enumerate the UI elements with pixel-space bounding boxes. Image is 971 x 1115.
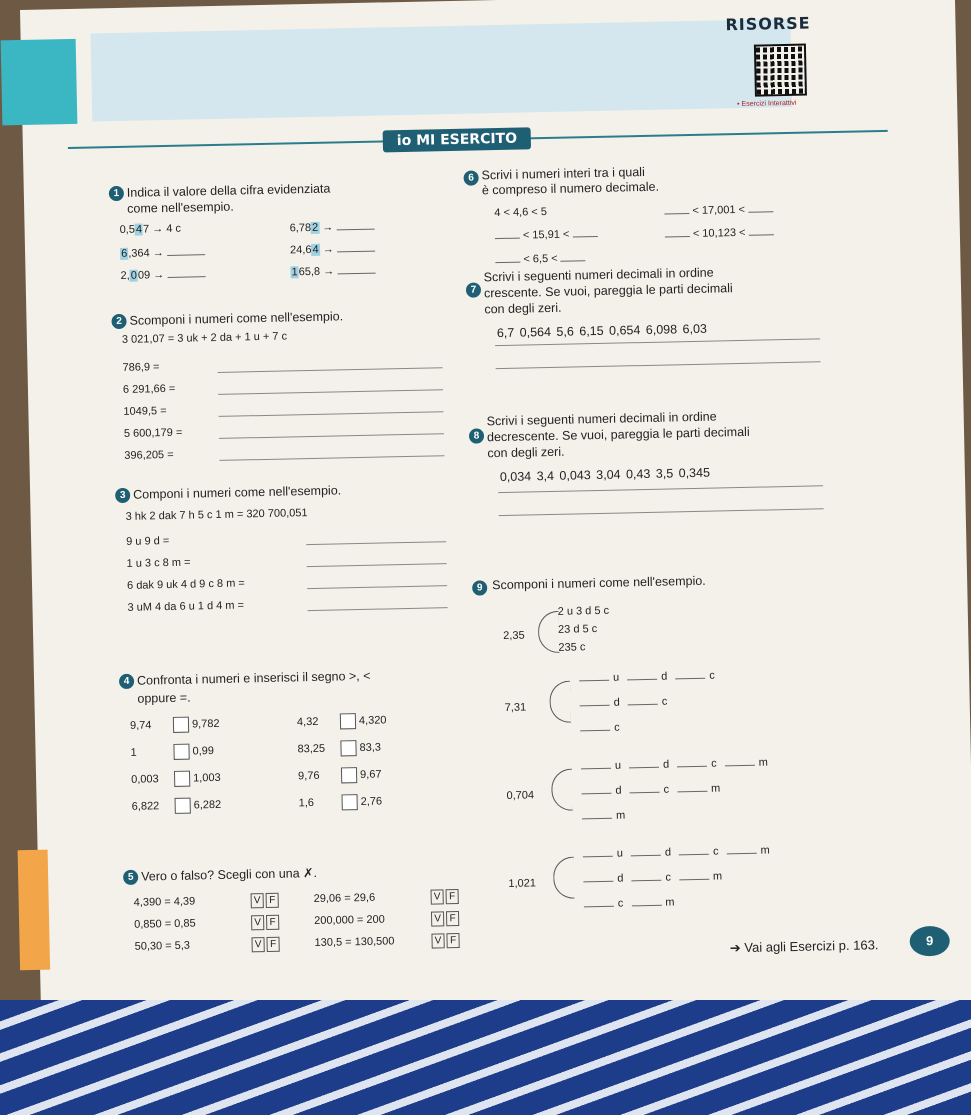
value-item: 6,364 → xyxy=(120,244,205,260)
exercise-4-number: 4 xyxy=(119,674,134,689)
answer-blank[interactable] xyxy=(579,670,609,682)
equation: 200,000 = 200 xyxy=(314,913,385,928)
exercise-8-instruction: Scrivi i seguenti numeri decimali in ordine xyxy=(486,409,717,429)
unit-label: d xyxy=(613,696,620,709)
unit-label: m xyxy=(760,844,770,857)
false-box[interactable]: F xyxy=(266,937,279,952)
decompose-item: 6 291,66 = xyxy=(122,382,176,396)
exercise-8-instruction-2: decrescente. Se vuoi, pareggia le parti decimali xyxy=(486,424,750,445)
inequality: < 10,123 < xyxy=(689,226,749,241)
unit-line xyxy=(583,868,730,885)
answer-line[interactable] xyxy=(218,367,443,373)
sign-box[interactable] xyxy=(174,771,190,787)
compare-left: 6,822 xyxy=(131,800,160,813)
highlighted-digit: 2 xyxy=(311,221,319,234)
answer-line[interactable] xyxy=(307,585,447,589)
footer-text: Vai agli Esercizi p. 163. xyxy=(744,937,879,956)
exercise-8-number: 8 xyxy=(469,428,484,443)
inequality: < 6,5 < xyxy=(520,252,561,266)
true-false-item xyxy=(134,915,279,933)
unit-label: u xyxy=(614,759,622,772)
unit-label: c xyxy=(617,897,624,910)
qr-code-icon[interactable] xyxy=(756,46,805,95)
compare-pair xyxy=(299,794,383,812)
unit-label: d xyxy=(615,784,622,797)
true-box[interactable]: V xyxy=(431,889,444,904)
answer-blank[interactable] xyxy=(679,844,709,856)
decompose-item: 5 600,179 = xyxy=(123,426,183,440)
answer-blank[interactable] xyxy=(677,781,707,793)
exercise-6-instruction-2: è compreso il numero decimale. xyxy=(481,179,660,198)
group-number: 0,704 xyxy=(506,789,535,802)
answer-line[interactable] xyxy=(308,607,448,611)
compose-item: 3 uM 4 da 6 u 1 d 4 m = xyxy=(127,599,245,614)
compare-right: 2,76 xyxy=(360,795,383,808)
unit-label: d xyxy=(664,846,672,859)
exercise-8-instruction-3: con degli zeri. xyxy=(487,444,565,461)
sign-box[interactable] xyxy=(173,717,189,733)
sign-box[interactable] xyxy=(340,713,356,729)
sign-box[interactable] xyxy=(340,740,356,756)
unit-label: c xyxy=(661,695,668,708)
exercise-1-number: 1 xyxy=(109,186,124,201)
answer-blank[interactable] xyxy=(664,203,689,215)
answer-blank[interactable] xyxy=(581,783,611,795)
highlighted-digit: 6 xyxy=(121,247,128,260)
compare-right: 9,782 xyxy=(191,717,220,731)
sign-box[interactable] xyxy=(175,798,191,814)
risorse-label: RISORSE xyxy=(725,13,811,35)
highlighted-digit: 4 xyxy=(312,243,319,256)
true-false-item xyxy=(314,911,459,929)
answer-blank[interactable] xyxy=(336,219,374,231)
exercise-7-instruction-3: con degli zeri. xyxy=(484,300,562,317)
exercise-7-number: 7 xyxy=(466,282,481,297)
compare-pair xyxy=(298,767,382,785)
answer-blank[interactable] xyxy=(679,869,709,881)
unit-label: d xyxy=(662,758,670,771)
inequality: < 15,91 < xyxy=(519,228,573,242)
answer-blank[interactable] xyxy=(627,669,657,681)
value-item: 0,547 → 4 c xyxy=(119,222,182,236)
true-false-item xyxy=(314,889,459,907)
esercizi-interattivi-label: • Esercizi Interattivi xyxy=(737,99,797,109)
group-number: 7,31 xyxy=(504,701,527,715)
true-false-item xyxy=(134,937,279,955)
answer-text: 4 c xyxy=(166,222,182,235)
compare-left: 4,32 xyxy=(296,715,319,729)
false-box[interactable]: F xyxy=(446,911,459,926)
answer-blank[interactable] xyxy=(583,871,613,883)
exercise-4-instruction: Confronta i numeri e inserisci il segno >, < xyxy=(136,668,371,688)
unit-label: c xyxy=(709,669,715,682)
compare-left: 1,6 xyxy=(298,796,315,810)
unit-line xyxy=(582,807,633,822)
answer-line[interactable] xyxy=(307,563,447,567)
answer-blank[interactable] xyxy=(629,782,659,794)
answer-blank[interactable] xyxy=(167,266,205,278)
value-item: 6,782 → xyxy=(289,219,374,235)
exercise-3-example: 3 hk 2 dak 7 h 5 c 1 m = 320 700,051 xyxy=(125,507,308,523)
exercise-6-instruction: Scrivi i numeri interi tra i quali xyxy=(481,164,645,183)
answer-blank[interactable] xyxy=(337,263,375,275)
compare-left: 1 xyxy=(130,746,137,759)
answer-line[interactable] xyxy=(218,389,443,395)
compare-pair xyxy=(130,716,220,734)
answer-blank[interactable] xyxy=(584,896,614,908)
true-box[interactable]: V xyxy=(251,937,264,952)
compare-left: 0,003 xyxy=(131,773,159,786)
equation: 29,06 = 29,6 xyxy=(313,891,376,906)
equation: 0,850 = 0,85 xyxy=(134,917,196,931)
between-item xyxy=(665,224,774,240)
decompose-item: 786,9 = xyxy=(122,361,160,374)
exercise-8-numbers: 0,034 3,4 0,043 3,04 0,43 3,5 0,345 xyxy=(499,465,711,485)
exercise-2-instruction: Scomponi i numeri come nell'esempio. xyxy=(129,309,344,328)
answer-blank[interactable] xyxy=(583,846,613,858)
exercise-7-answer-line-2[interactable] xyxy=(496,361,821,369)
arrow-split-icon xyxy=(551,769,573,811)
orange-tab xyxy=(18,850,51,971)
inequality: < 17,001 < xyxy=(689,203,749,218)
decompose-item: 1049,5 = xyxy=(123,405,167,418)
cyan-tab xyxy=(1,39,78,126)
compare-pair xyxy=(297,712,387,730)
unit-label: c xyxy=(663,783,670,796)
true-false-item xyxy=(314,933,459,951)
exercise-2-example: 3 021,07 = 3 uk + 2 da + 1 u + 7 c xyxy=(121,330,288,346)
compare-right: 1,003 xyxy=(193,771,221,785)
unit-label: d xyxy=(661,670,668,683)
exercise-5-instruction: Vero o falso? Scegli con una ✗. xyxy=(141,865,318,884)
blanket-foreground xyxy=(0,1000,971,1115)
group-number: 1,021 xyxy=(508,877,537,890)
highlighted-digit: 4 xyxy=(135,223,143,236)
unit-label: c xyxy=(665,871,672,884)
arrow-split-icon xyxy=(553,857,575,899)
sign-box[interactable] xyxy=(341,794,357,810)
equation: 50,30 = 5,3 xyxy=(134,939,191,953)
compare-pair xyxy=(130,743,214,761)
answer-blank[interactable] xyxy=(579,695,609,707)
between-item xyxy=(495,226,598,242)
exercise-9-example-b: 23 d 5 c xyxy=(557,623,598,636)
unit-label: c xyxy=(614,721,620,734)
answer-blank[interactable] xyxy=(631,870,661,882)
value-item: 165,8 → xyxy=(290,263,375,279)
answer-blank[interactable] xyxy=(665,226,690,238)
compare-right: 6,282 xyxy=(193,798,222,812)
unit-label: u xyxy=(616,847,624,860)
compare-pair xyxy=(132,797,222,815)
unit-label: c xyxy=(712,845,719,858)
sign-box[interactable] xyxy=(173,744,189,760)
exercise-9-instruction: Scomponi i numeri come nell'esempio. xyxy=(492,573,706,593)
true-box[interactable]: V xyxy=(431,911,444,926)
exercise-3-number: 3 xyxy=(115,488,130,503)
unit-label: m xyxy=(710,782,721,795)
exercise-9-example-c: 235 c xyxy=(558,641,586,654)
unit-label: m xyxy=(665,896,675,909)
answer-blank[interactable] xyxy=(167,244,205,256)
true-box[interactable]: V xyxy=(431,933,444,948)
compare-left: 9,74 xyxy=(129,719,152,732)
value-item: 2,009 → xyxy=(120,266,205,282)
footer-reference: ➔ Vai agli Esercizi p. 163. xyxy=(729,937,879,956)
arrow-split-icon xyxy=(538,611,560,653)
answer-blank[interactable] xyxy=(337,241,375,253)
false-box[interactable]: F xyxy=(446,889,459,904)
compare-pair xyxy=(131,770,221,788)
answer-blank[interactable] xyxy=(677,756,707,768)
exercise-9-example-number: 2,35 xyxy=(503,629,525,643)
unit-line xyxy=(579,667,723,684)
true-box[interactable]: V xyxy=(251,893,264,908)
unit-label: c xyxy=(711,757,717,770)
compare-left: 9,76 xyxy=(297,769,320,783)
equation: 4,390 = 4,39 xyxy=(133,895,196,909)
compare-pair xyxy=(297,740,381,758)
answer-blank[interactable] xyxy=(631,895,661,907)
sign-box[interactable] xyxy=(341,767,357,783)
between-item xyxy=(495,250,586,266)
answer-blank[interactable] xyxy=(629,757,659,769)
answer-blank[interactable] xyxy=(572,226,597,238)
exercise-9-example-a: 2 u 3 d 5 c xyxy=(557,604,610,618)
unit-line xyxy=(581,780,728,797)
unit-label: d xyxy=(617,872,624,885)
arrow-split-icon xyxy=(549,681,571,723)
unit-label: m xyxy=(712,870,723,883)
false-box[interactable]: F xyxy=(446,933,459,948)
highlighted-digit: 1 xyxy=(291,266,298,279)
header-bar xyxy=(91,19,793,122)
unit-line xyxy=(584,894,683,910)
unit-line xyxy=(583,842,778,860)
exercise-8-answer-line-2[interactable] xyxy=(499,508,824,516)
answer-blank[interactable] xyxy=(631,845,661,857)
false-box[interactable]: F xyxy=(266,893,279,908)
answer-blank[interactable] xyxy=(581,758,611,770)
answer-blank[interactable] xyxy=(495,228,520,240)
answer-blank[interactable] xyxy=(748,201,773,213)
between-item xyxy=(664,201,773,217)
compare-right: 83,3 xyxy=(359,741,382,754)
answer-blank[interactable] xyxy=(580,720,610,732)
answer-blank[interactable] xyxy=(495,252,520,264)
exercise-8-answer-line[interactable] xyxy=(498,485,823,493)
answer-line[interactable] xyxy=(219,455,444,461)
exercise-2-number: 2 xyxy=(111,314,126,329)
textbook-page xyxy=(20,0,971,1055)
exercise-6-example: 4 < 4,6 < 5 xyxy=(494,206,548,220)
compose-item: 1 u 3 c 8 m = xyxy=(126,556,191,570)
exercise-4-instruction-2: oppure =. xyxy=(137,690,191,706)
page-number: 9 xyxy=(909,926,950,957)
section-title: io MI ESERCITO xyxy=(383,127,532,152)
compare-left: 83,25 xyxy=(297,742,326,756)
exercise-7-numbers: 6,7 0,564 5,6 6,15 0,654 6,098 6,03 xyxy=(496,321,708,341)
exercise-3-instruction: Componi i numeri come nell'esempio. xyxy=(133,483,342,502)
compose-item: 9 u 9 d = xyxy=(126,534,170,548)
exercise-6-number: 6 xyxy=(463,170,478,185)
unit-label: m xyxy=(758,756,768,769)
answer-blank[interactable] xyxy=(561,250,586,262)
true-false-item xyxy=(134,893,279,911)
value-item: 24,64 → xyxy=(290,241,375,257)
answer-blank[interactable] xyxy=(675,668,705,680)
equation: 130,5 = 130,500 xyxy=(314,935,395,950)
decompose-item: 396,205 = xyxy=(124,448,174,462)
answer-line[interactable] xyxy=(306,541,446,545)
compare-right: 0,99 xyxy=(192,745,215,758)
exercise-7-instruction: Scrivi i seguenti numeri decimali in ordine xyxy=(483,265,714,285)
answer-blank[interactable] xyxy=(628,694,658,706)
true-box[interactable]: V xyxy=(251,915,264,930)
unit-line xyxy=(579,693,675,709)
compare-right: 9,67 xyxy=(359,768,382,781)
answer-blank[interactable] xyxy=(725,755,755,767)
exercise-1-instruction-2: come nell'esempio. xyxy=(127,199,234,216)
compare-right: 4,320 xyxy=(358,714,387,727)
unit-label: m xyxy=(615,809,626,822)
answer-blank[interactable] xyxy=(582,808,612,820)
answer-blank[interactable] xyxy=(748,224,773,236)
compose-item: 6 dak 9 uk 4 d 9 c 8 m = xyxy=(126,577,245,592)
exercise-7-instruction-2: crescente. Se vuoi, pareggia le parti decimali xyxy=(483,281,733,301)
answer-blank[interactable] xyxy=(726,843,756,855)
answer-line[interactable] xyxy=(219,433,444,439)
answer-line[interactable] xyxy=(219,411,444,417)
exercise-1-instruction: Indica il valore della cifra evidenziata xyxy=(126,181,331,200)
unit-line xyxy=(580,719,628,734)
unit-label: u xyxy=(612,671,620,684)
false-box[interactable]: F xyxy=(266,915,279,930)
highlighted-digit: 0 xyxy=(130,269,138,282)
unit-line xyxy=(581,754,776,772)
exercise-9-number: 9 xyxy=(472,580,487,595)
exercise-5-number: 5 xyxy=(123,870,138,885)
